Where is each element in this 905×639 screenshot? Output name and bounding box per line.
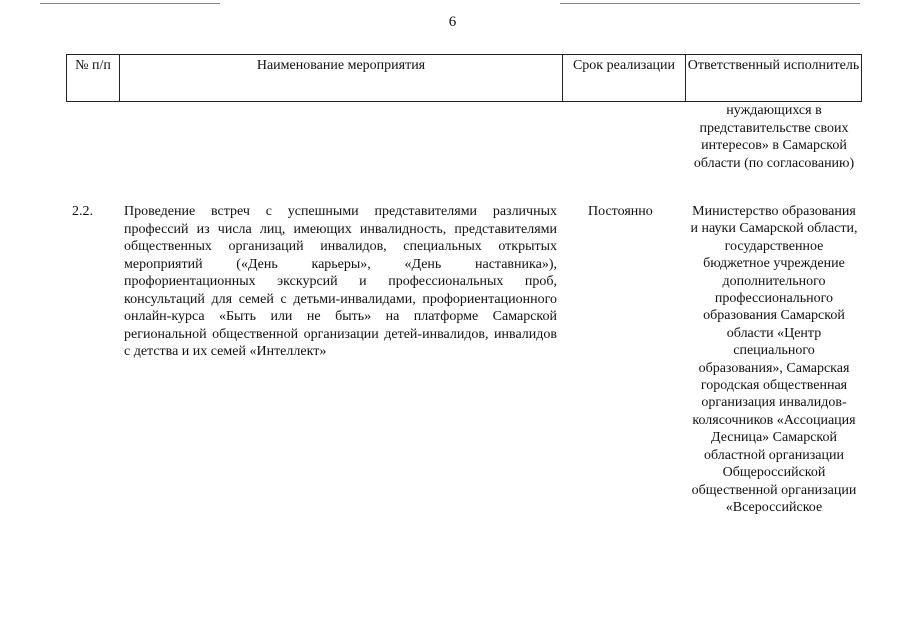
header-event-name: Наименование мероприятия bbox=[120, 55, 563, 101]
continued-responsible-text: нуждающихся в представительстве своих интересов» в Самарской области (по согласованию) bbox=[693, 103, 855, 171]
row-number: 2.2. bbox=[72, 204, 93, 219]
scan-edge-line bbox=[560, 3, 860, 4]
row-term: Постоянно bbox=[588, 204, 653, 219]
scan-edge-line bbox=[40, 3, 220, 4]
header-responsible: Ответственный исполнитель bbox=[687, 58, 860, 73]
header-number: № п/п bbox=[67, 55, 120, 101]
header-term: Срок реализации bbox=[563, 55, 686, 101]
table-header bbox=[66, 54, 862, 102]
row-description: Проведение встреч с успешными представителями различных профессий из числа лиц, имеющих инвалидность, представителями общественных организаций инвалидов, специальных открытых мероприятий («День карьеры», «День наставника»), профориентационных экскурсий и профессиональных проб, консультаций для семей с детьми-инвалидами, профориентационного онлайн-курса «Быть или не быть» на платформе Самарской региональной общественной организации детей-инвалидов, инвалидов с детства и их семей «Интеллект» bbox=[124, 204, 557, 359]
page-number: 6 bbox=[448, 14, 457, 30]
row-responsible: Министерство образования и науки Самарской области, государственное бюджетное учреждение дополнительного профессионального образования Самарской области «Центр специального образования», Самарская городская общественная организация инвалидов-колясочников «Ассоциация Десница» Самарской областной организации Общероссийской общественной организации «Всероссийское bbox=[690, 204, 858, 515]
